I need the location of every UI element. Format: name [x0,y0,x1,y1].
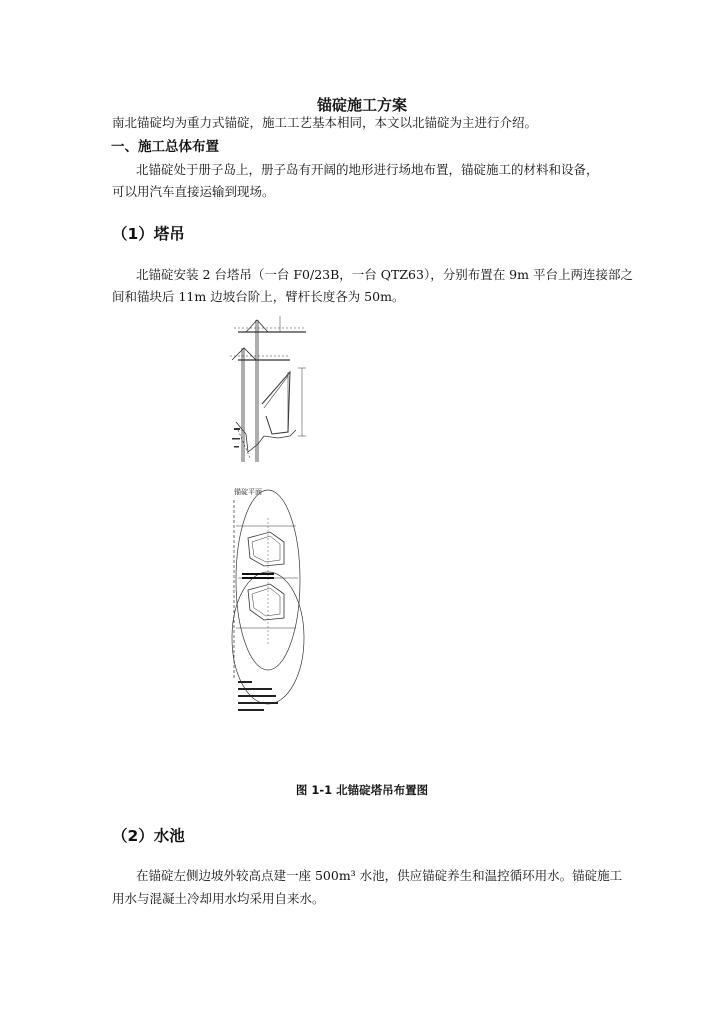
section1-paragraph-line1: 北锚碇处于册子岛上，册子岛有开阔的地形进行场地布置，锚碇施工的材料和设备， [136,162,599,177]
crane-plan-drawing [228,478,308,728]
intro-paragraph: 南北锚碇均为重力式锚碇，施工工艺基本相同，本文以北锚碇为主进行介绍。 [112,115,538,130]
figure-caption: 图 1-1 北锚碇塔吊布置图 [295,783,429,797]
crane-paragraph-line2: 间和锚块后 11m 边坡台阶上，臂杆长度各为 50m。 [112,289,405,304]
section-heading-layout: 一、施工总体布置 [111,139,219,155]
page-title: 锚碇施工方案 [316,96,407,114]
pool-paragraph-line1: 在锚碇左侧边坡外较高点建一座 500m³ 水池，供应锚碇养生和温控循环用水。锚碇施工 [136,868,623,883]
pool-paragraph-line2: 用水与混凝土冷却用水均采用自来水。 [112,891,325,906]
crane-elevation-drawing [228,312,308,472]
subheading-tower-crane: （1）塔吊 [112,225,185,243]
crane-paragraph-line1: 北锚碇安装 2 台塔吊（一台 F0/23B，一台 QTZ63），分别布置在 9m 平台上两连接部之 [136,267,633,282]
section1-paragraph-line2: 可以用汽车直接运输到现场。 [112,184,275,199]
subheading-water-pool: （2）水池 [112,827,185,845]
plan-label: 锚碇平面 [234,488,262,496]
